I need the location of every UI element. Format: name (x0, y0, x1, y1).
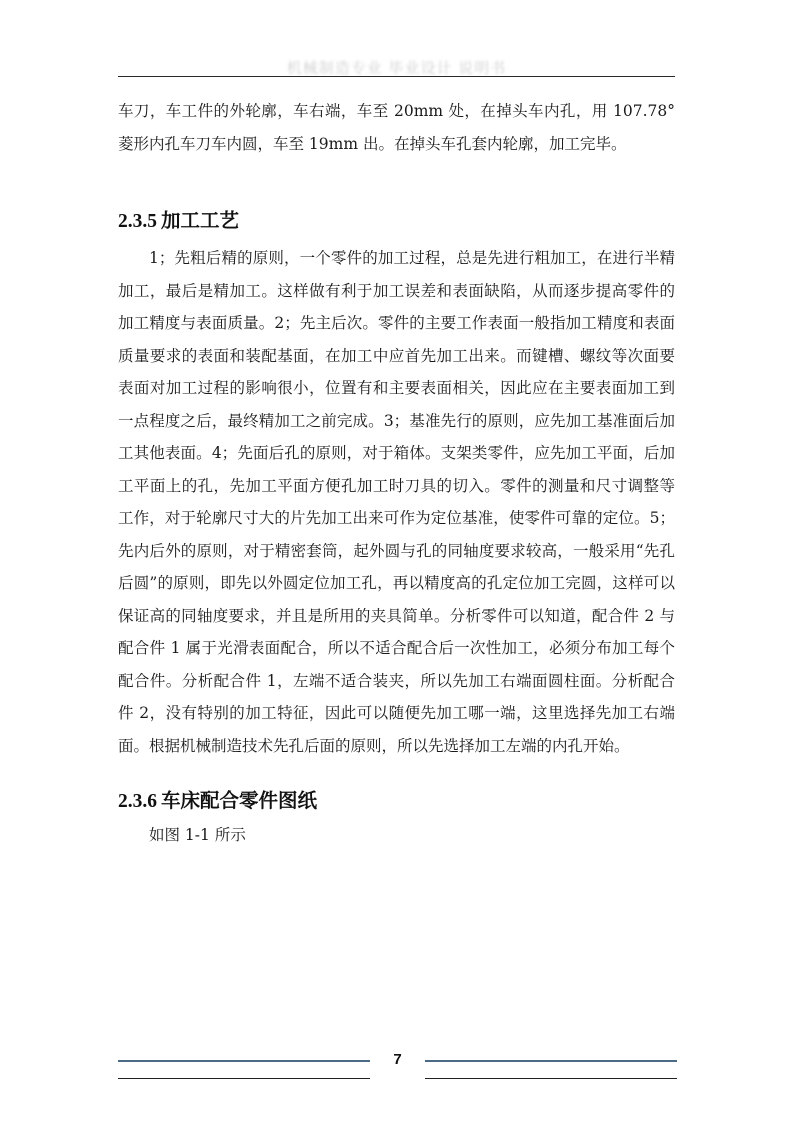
footer-accent-line-right (425, 1060, 677, 1062)
section-body-paragraph: 1；先粗后精的原则，一个零件的加工过程，总是先进行粗加工，在进行半精加工，最后是精加工。这样做有利于加工误差和表面缺陷，从而逐步提高零件的加工精度与表面质量。2；先主后次。零件的主要工作表面一般指加工精度和表面质量要求的表面和装配基面，在加工中应首先加工出来。而键槽、螺纹等次面要表面对加工过程的影响很小，位置有和主要表面相关，因此应在主要表面加工到一点程度之后，最终精加工之前完成。3；基准先行的原则，应先加工基准面后加工其他表面。4；先面后孔的原则，对于箱体。支架类零件，应先加工平面，后加工平面上的孔，先加工平面方便孔加工时刀具的切入。零件的测量和尺寸调整等工作，对于轮廓尺寸大的片先加工出来可作为定位基准，使零件可靠的定位。5；先内后外的原则，对于精密套筒，起外圆与孔的同轴度要求较高，一般采用“先孔后圆”的原则，即先以外圆定位加工孔，再以精度高的孔定位加工完圆，这样可以保证高的同轴度要求，并且是所用的夹具简单。分析零件可以知道，配合件 2 与配合件 1 属于光滑表面配合，所以不适合配合后一次性加工，必须分布加工每个配合件。分析配合件 1，左端不适合装夹，所以先加工右端面圆柱面。分析配合件 2，没有特别的加工特征，因此可以随便先加工哪一端，这里选择先加工右端面。根据机械制造技术先孔后面的原则，所以先选择加工左端的内孔开始。 (118, 249, 675, 755)
section-number: 2.3.6 (118, 791, 157, 812)
footer-rule-left (118, 1078, 370, 1079)
section-number: 2.3.5 (118, 211, 157, 232)
section-title: 车床配合零件图纸 (161, 789, 318, 812)
section-heading-2-3-6 (118, 785, 317, 813)
header-rule (118, 76, 675, 77)
header-text: 机械制造专业 毕业设计 说明书 (286, 59, 507, 77)
footer-rule-right (425, 1078, 677, 1079)
figure-reference: 如图 1-1 所示 (149, 826, 246, 844)
section-title: 加工工艺 (161, 209, 240, 232)
section-heading-2-3-5 (118, 205, 239, 233)
footer-accent-line-left (118, 1060, 370, 1062)
intro-paragraph: 车刀，车工件的外轮廓，车右端，车至 20mm 处，在掉头车内孔，用 107.78° 菱形内孔车刀车内圆，车至 19mm 出。在掉头车孔套内轮廓，加工完毕。 (118, 102, 675, 153)
page-number: 7 (393, 1051, 402, 1068)
